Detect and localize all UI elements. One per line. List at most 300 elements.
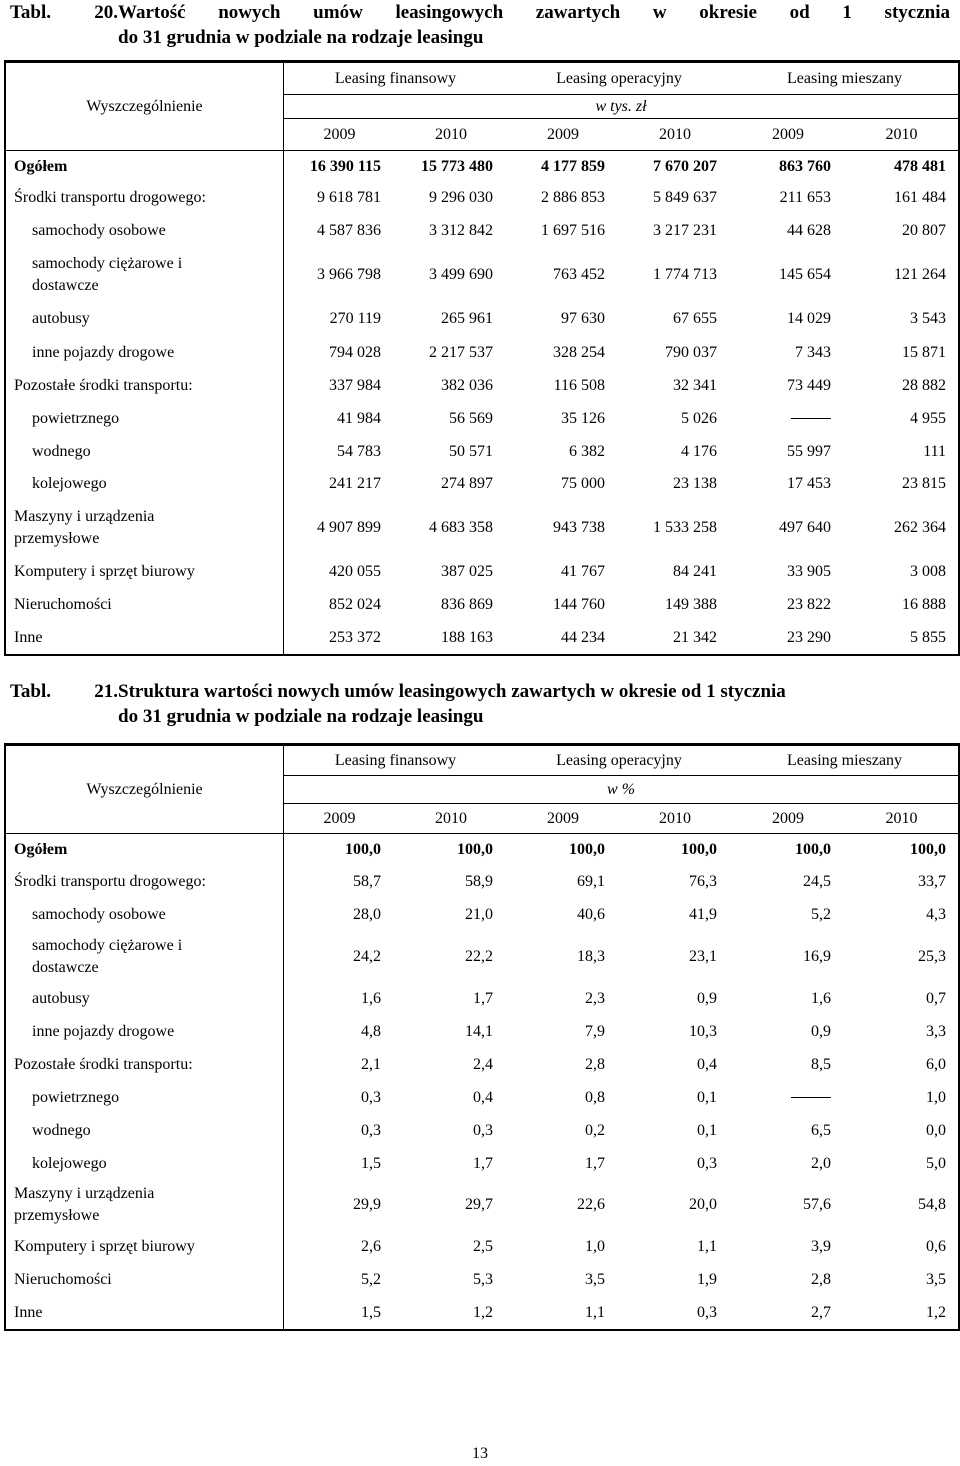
table-cell <box>619 621 731 654</box>
table-cell <box>619 302 731 336</box>
row-label: Pozostałe środki transportu: <box>14 1055 193 1073</box>
table-cell <box>731 833 845 866</box>
table-cell <box>731 302 845 336</box>
cell-value: 5,0 <box>926 1154 947 1172</box>
table-cell <box>395 588 507 621</box>
table-cell <box>395 866 507 898</box>
table-cell <box>507 1015 619 1048</box>
year-header: 2009 <box>283 803 395 833</box>
table-cell <box>507 1081 619 1114</box>
table-cell <box>283 1263 395 1296</box>
table-row <box>6 898 958 932</box>
cell-value: 54,8 <box>918 1196 947 1213</box>
cell-value: 0,3 <box>697 1154 718 1172</box>
table-cell <box>507 982 619 1015</box>
cell-value: 25,3 <box>918 948 947 965</box>
table-cell <box>283 248 395 302</box>
cell-value: 145 654 <box>779 266 832 283</box>
table-cell <box>619 1114 731 1147</box>
cell-value: 58,9 <box>465 873 493 890</box>
cell-value: 1,1 <box>697 1237 718 1255</box>
page-number: 13 <box>472 1445 488 1462</box>
dash-mark <box>791 1097 831 1098</box>
table-cell <box>731 1048 845 1081</box>
cell-value: 2,4 <box>473 1055 493 1073</box>
row-label: powietrznego <box>32 409 120 427</box>
cell-value: 2,3 <box>585 989 605 1007</box>
table-cell <box>845 182 958 214</box>
cell-value: 1,5 <box>361 1303 381 1321</box>
cell-value: 8,5 <box>811 1055 832 1073</box>
row-label: kolejowego <box>32 1154 107 1172</box>
cell-value: 1 533 258 <box>653 518 718 536</box>
table-row <box>6 621 958 654</box>
cell-value: 69,1 <box>577 873 605 890</box>
cell-value: 3 499 690 <box>429 266 493 283</box>
table-cell <box>619 500 731 555</box>
cell-value: 5,3 <box>473 1270 493 1288</box>
cell-value: 1,7 <box>473 989 493 1007</box>
cell-value: 41 767 <box>561 562 605 580</box>
table-cell <box>395 402 507 435</box>
cell-value: 4,3 <box>926 906 947 923</box>
cell-value: 0,3 <box>361 1121 381 1139</box>
row-label: Maszyny i urządzenia przemysłowe <box>14 1185 155 1224</box>
group-header: Leasing mieszany <box>731 62 958 94</box>
table-row <box>6 468 958 500</box>
cell-value: 144 760 <box>553 595 605 613</box>
table-cell <box>395 621 507 654</box>
cell-value: 2 886 853 <box>541 189 605 206</box>
table-20-caption <box>10 0 950 50</box>
cell-value: 17 453 <box>787 475 832 492</box>
cell-value: 265 961 <box>441 310 493 327</box>
row-label: inne pojazdy drogowe <box>32 343 175 361</box>
table-cell <box>731 369 845 402</box>
cell-value: 1 697 516 <box>541 222 605 239</box>
cell-value: 794 028 <box>329 343 381 361</box>
table-cell <box>731 1296 845 1329</box>
table-row <box>6 402 958 435</box>
cell-value: 943 738 <box>553 518 605 536</box>
table-cell <box>507 214 619 248</box>
table-cell <box>507 621 619 654</box>
cell-value: 15 773 480 <box>421 157 493 175</box>
cell-value: 328 254 <box>553 343 605 361</box>
cell-value: 0,3 <box>473 1121 493 1139</box>
cell-value: 29,9 <box>353 1196 381 1213</box>
cell-value: 23 822 <box>787 595 832 613</box>
cell-value: 1,0 <box>585 1237 605 1255</box>
cell-value: 5 849 637 <box>653 189 718 206</box>
table-cell <box>845 1114 958 1147</box>
table-cell <box>507 302 619 336</box>
table-cell <box>395 833 507 866</box>
table-row <box>6 1263 958 1296</box>
row-label: samochody osobowe <box>32 222 166 239</box>
unit-label: w tys. zł <box>283 94 958 118</box>
table-cell <box>395 336 507 369</box>
cell-value: 262 364 <box>894 518 947 536</box>
row-label: inne pojazdy drogowe <box>32 1022 175 1040</box>
table-row <box>6 588 958 621</box>
table-row <box>6 1180 958 1230</box>
table-cell <box>395 1180 507 1230</box>
table-cell <box>731 468 845 500</box>
table-row <box>6 214 958 248</box>
table-cell <box>619 1296 731 1329</box>
table-row <box>6 555 958 588</box>
table-cell <box>395 1230 507 1263</box>
row-label: samochody ciężarowe i dostawcze <box>32 255 183 294</box>
cell-value: 274 897 <box>441 475 493 492</box>
cell-value: 382 036 <box>441 376 493 394</box>
table-cell <box>845 1081 958 1114</box>
table-cell <box>283 182 395 214</box>
table-cell <box>619 1081 731 1114</box>
cell-value: 2,0 <box>811 1154 832 1172</box>
cell-value: 2,7 <box>811 1303 832 1321</box>
cell-value: 0,0 <box>926 1121 947 1139</box>
group-header: Leasing finansowy <box>283 745 507 775</box>
table-cell <box>731 500 845 555</box>
cell-value: 24,5 <box>803 873 832 890</box>
cell-value: 3 008 <box>910 562 947 580</box>
row-label: wodnego <box>32 442 91 460</box>
cell-value: 253 372 <box>329 628 381 646</box>
cell-value: 100,0 <box>457 841 493 858</box>
table-cell <box>507 435 619 468</box>
cell-value: 3 966 798 <box>317 266 381 283</box>
cell-value: 23 138 <box>673 475 718 492</box>
cell-value: 22,6 <box>577 1196 605 1213</box>
row-label: autobusy <box>32 310 90 327</box>
table-cell <box>845 866 958 898</box>
table-row <box>6 1114 958 1147</box>
table-cell <box>619 369 731 402</box>
table-title-line1: Struktura wartości nowych umów leasingowych zawartych w okresie od 1 stycznia <box>118 681 786 702</box>
table-cell <box>619 1048 731 1081</box>
table-cell <box>845 1296 958 1329</box>
cell-value: 2,8 <box>811 1270 832 1288</box>
cell-value: 3,5 <box>585 1270 605 1288</box>
table-cell <box>731 435 845 468</box>
table-21-caption <box>10 679 950 729</box>
table-cell <box>395 898 507 932</box>
table-cell <box>731 182 845 214</box>
table-cell <box>845 248 958 302</box>
table-cell <box>283 1147 395 1180</box>
year-header: 2009 <box>731 803 845 833</box>
cell-value: 35 126 <box>561 409 605 427</box>
year-header: 2010 <box>395 118 507 150</box>
cell-value: 6,5 <box>811 1121 832 1139</box>
table-cell <box>731 932 845 982</box>
stub-header: Wyszczególnienie <box>6 745 283 833</box>
table-cell <box>283 435 395 468</box>
cell-value: 100,0 <box>795 841 832 858</box>
unit-label: w % <box>283 775 958 803</box>
table-cell <box>283 621 395 654</box>
row-label: samochody osobowe <box>32 906 166 923</box>
cell-value: 270 119 <box>329 310 381 327</box>
cell-value: 0,3 <box>361 1088 381 1106</box>
cell-value: 111 <box>923 442 947 460</box>
table-title-line1: Wartość nowych umów leasingowych zawartych w okresie od 1 stycznia <box>118 2 950 23</box>
table-row <box>6 1015 958 1048</box>
table-cell <box>395 1048 507 1081</box>
cell-value: 497 640 <box>779 518 832 536</box>
table-cell <box>845 932 958 982</box>
cell-value: 763 452 <box>553 266 605 283</box>
cell-value: 0,1 <box>697 1088 718 1106</box>
cell-value: 2,1 <box>361 1055 381 1073</box>
row-label: Komputery i sprzęt biurowy <box>14 562 195 580</box>
table-row <box>6 866 958 898</box>
table-cell <box>845 1263 958 1296</box>
cell-value: 100,0 <box>569 841 605 858</box>
table-cell <box>619 1180 731 1230</box>
table-cell <box>283 866 395 898</box>
table-cell <box>283 555 395 588</box>
table-title-line2: do 31 grudnia w podziale na rodzaje leasingu <box>118 27 484 48</box>
table-row <box>6 833 958 866</box>
group-header: Leasing operacyjny <box>507 62 731 94</box>
table-cell <box>731 214 845 248</box>
row-label: Nieruchomości <box>14 595 112 613</box>
table-cell <box>731 1147 845 1180</box>
table-cell <box>731 248 845 302</box>
table-cell <box>731 336 845 369</box>
table-cell <box>395 150 507 182</box>
cell-value: 3 217 231 <box>653 222 718 239</box>
cell-value: 18,3 <box>577 948 605 965</box>
cell-value: 420 055 <box>329 562 381 580</box>
table-cell <box>731 150 845 182</box>
cell-value: 0,4 <box>473 1088 493 1106</box>
cell-value: 6,0 <box>926 1055 947 1073</box>
cell-value: 23 815 <box>902 475 947 492</box>
table-cell <box>283 588 395 621</box>
table-cell <box>731 621 845 654</box>
table-cell <box>395 435 507 468</box>
table-cell <box>619 402 731 435</box>
table-number: Tabl. 20. <box>10 2 118 23</box>
table-cell <box>283 1015 395 1048</box>
cell-value: 41,9 <box>689 906 718 923</box>
row-label: autobusy <box>32 989 90 1007</box>
table-cell <box>507 1230 619 1263</box>
cell-value: 4 177 859 <box>541 157 605 175</box>
table-cell <box>507 150 619 182</box>
table-cell <box>395 214 507 248</box>
row-label: wodnego <box>32 1121 91 1139</box>
row-label: Ogółem <box>6 833 283 866</box>
cell-value: 3,3 <box>926 1022 947 1040</box>
table-cell <box>283 402 395 435</box>
cell-value: 3 312 842 <box>429 222 493 239</box>
table-cell <box>283 898 395 932</box>
cell-value: 4 907 899 <box>317 518 381 536</box>
dash-mark <box>791 418 831 419</box>
cell-value: 0,6 <box>926 1237 947 1255</box>
table-cell <box>283 369 395 402</box>
cell-value: 44 628 <box>787 222 832 239</box>
row-label: Inne <box>14 628 43 646</box>
table-row <box>6 182 958 214</box>
cell-value: 20 807 <box>902 222 947 239</box>
cell-value: 5,2 <box>361 1270 381 1288</box>
table-cell <box>845 1230 958 1263</box>
table-row <box>6 1048 958 1081</box>
table-cell <box>845 588 958 621</box>
cell-value: 116 508 <box>553 376 605 394</box>
table-cell <box>731 1081 845 1114</box>
table-cell <box>619 555 731 588</box>
cell-value: 56 569 <box>449 409 493 427</box>
table-cell <box>507 1147 619 1180</box>
table-cell <box>845 555 958 588</box>
cell-value: 73 449 <box>787 376 832 394</box>
cell-value: 1,7 <box>585 1154 605 1172</box>
year-header: 2010 <box>619 118 731 150</box>
year-header: 2009 <box>731 118 845 150</box>
table-cell <box>395 1114 507 1147</box>
table-cell <box>731 555 845 588</box>
table-cell <box>395 369 507 402</box>
table-cell <box>845 402 958 435</box>
cell-value: 84 241 <box>673 562 718 580</box>
cell-value: 4 176 <box>681 442 718 460</box>
year-header: 2010 <box>619 803 731 833</box>
cell-value: 50 571 <box>449 442 493 460</box>
cell-value: 1,5 <box>361 1154 381 1172</box>
table-cell <box>395 468 507 500</box>
table-cell <box>507 932 619 982</box>
cell-value: 7 343 <box>795 343 832 361</box>
table-cell <box>845 1048 958 1081</box>
table-cell <box>731 402 845 435</box>
cell-value: 4,8 <box>361 1022 381 1040</box>
table-cell <box>619 982 731 1015</box>
table-row <box>6 1230 958 1263</box>
table-row <box>6 982 958 1015</box>
cell-value: 9 296 030 <box>429 189 493 206</box>
table-cell <box>395 982 507 1015</box>
table-cell <box>507 500 619 555</box>
cell-value: 188 163 <box>441 628 493 646</box>
cell-value: 1,0 <box>926 1088 947 1106</box>
cell-value: 14 029 <box>787 310 832 327</box>
cell-value: 24,2 <box>353 948 381 965</box>
table-cell <box>283 214 395 248</box>
row-label: Pozostałe środki transportu: <box>14 376 193 394</box>
cell-value: 58,7 <box>353 873 381 890</box>
table-cell <box>619 866 731 898</box>
table-cell <box>283 1180 395 1230</box>
cell-value: 0,3 <box>697 1303 718 1321</box>
cell-value: 4 955 <box>910 409 947 427</box>
table-cell <box>845 468 958 500</box>
table-cell <box>619 214 731 248</box>
table-cell <box>395 1081 507 1114</box>
table-row <box>6 150 958 182</box>
cell-value: 1,2 <box>473 1303 493 1321</box>
table-cell <box>507 1296 619 1329</box>
table-cell <box>283 302 395 336</box>
cell-value: 149 388 <box>665 595 718 613</box>
table-cell <box>845 833 958 866</box>
row-label: Nieruchomości <box>14 1270 112 1288</box>
cell-value: 4 587 836 <box>317 222 381 239</box>
cell-value: 3 543 <box>910 310 947 327</box>
cell-value: 337 984 <box>329 376 381 394</box>
table-cell <box>507 866 619 898</box>
table-cell <box>845 982 958 1015</box>
cell-value: 1,6 <box>361 989 381 1007</box>
cell-value: 1 774 713 <box>653 266 718 283</box>
table-cell <box>283 833 395 866</box>
row-label: Komputery i sprzęt biurowy <box>14 1237 195 1255</box>
table-cell <box>283 336 395 369</box>
table-cell <box>395 182 507 214</box>
year-header: 2009 <box>283 118 395 150</box>
table-cell <box>731 1015 845 1048</box>
cell-value: 10,3 <box>689 1022 718 1040</box>
table-cell <box>845 500 958 555</box>
table-cell <box>507 555 619 588</box>
table-cell <box>619 435 731 468</box>
cell-value: 2 217 537 <box>429 343 493 361</box>
header-row-groups <box>6 62 958 94</box>
table-cell <box>395 1147 507 1180</box>
cell-value: 1,1 <box>585 1303 605 1321</box>
cell-value: 55 997 <box>787 442 832 460</box>
cell-value: 0,7 <box>926 989 947 1007</box>
cell-value: 100,0 <box>681 841 718 858</box>
cell-value: 57,6 <box>803 1196 832 1213</box>
cell-value: 1,7 <box>473 1154 493 1172</box>
table-row <box>6 932 958 982</box>
table-cell <box>507 833 619 866</box>
cell-value: 387 025 <box>441 562 493 580</box>
group-header: Leasing operacyjny <box>507 745 731 775</box>
table-cell <box>619 468 731 500</box>
table-cell <box>731 982 845 1015</box>
cell-value: 28,0 <box>353 906 381 923</box>
table-cell <box>283 982 395 1015</box>
year-header: 2010 <box>845 803 958 833</box>
table-cell <box>507 182 619 214</box>
cell-value: 5 855 <box>910 628 947 646</box>
cell-value: 0,4 <box>697 1055 718 1073</box>
cell-value: 75 000 <box>561 475 605 492</box>
cell-value: 2,6 <box>361 1237 381 1255</box>
cell-value: 5,2 <box>811 906 832 923</box>
cell-value: 7,9 <box>585 1022 605 1040</box>
cell-value: 161 484 <box>894 189 947 206</box>
cell-value: 100,0 <box>910 841 947 858</box>
cell-value: 100,0 <box>345 841 381 858</box>
cell-value: 22,2 <box>465 948 493 965</box>
table-row <box>6 1081 958 1114</box>
cell-value: 5 026 <box>681 409 718 427</box>
table-cell <box>619 1230 731 1263</box>
cell-value: 23,1 <box>689 948 718 965</box>
table-cell <box>619 182 731 214</box>
header-row-groups <box>6 745 958 775</box>
cell-value: 2,5 <box>473 1237 493 1255</box>
